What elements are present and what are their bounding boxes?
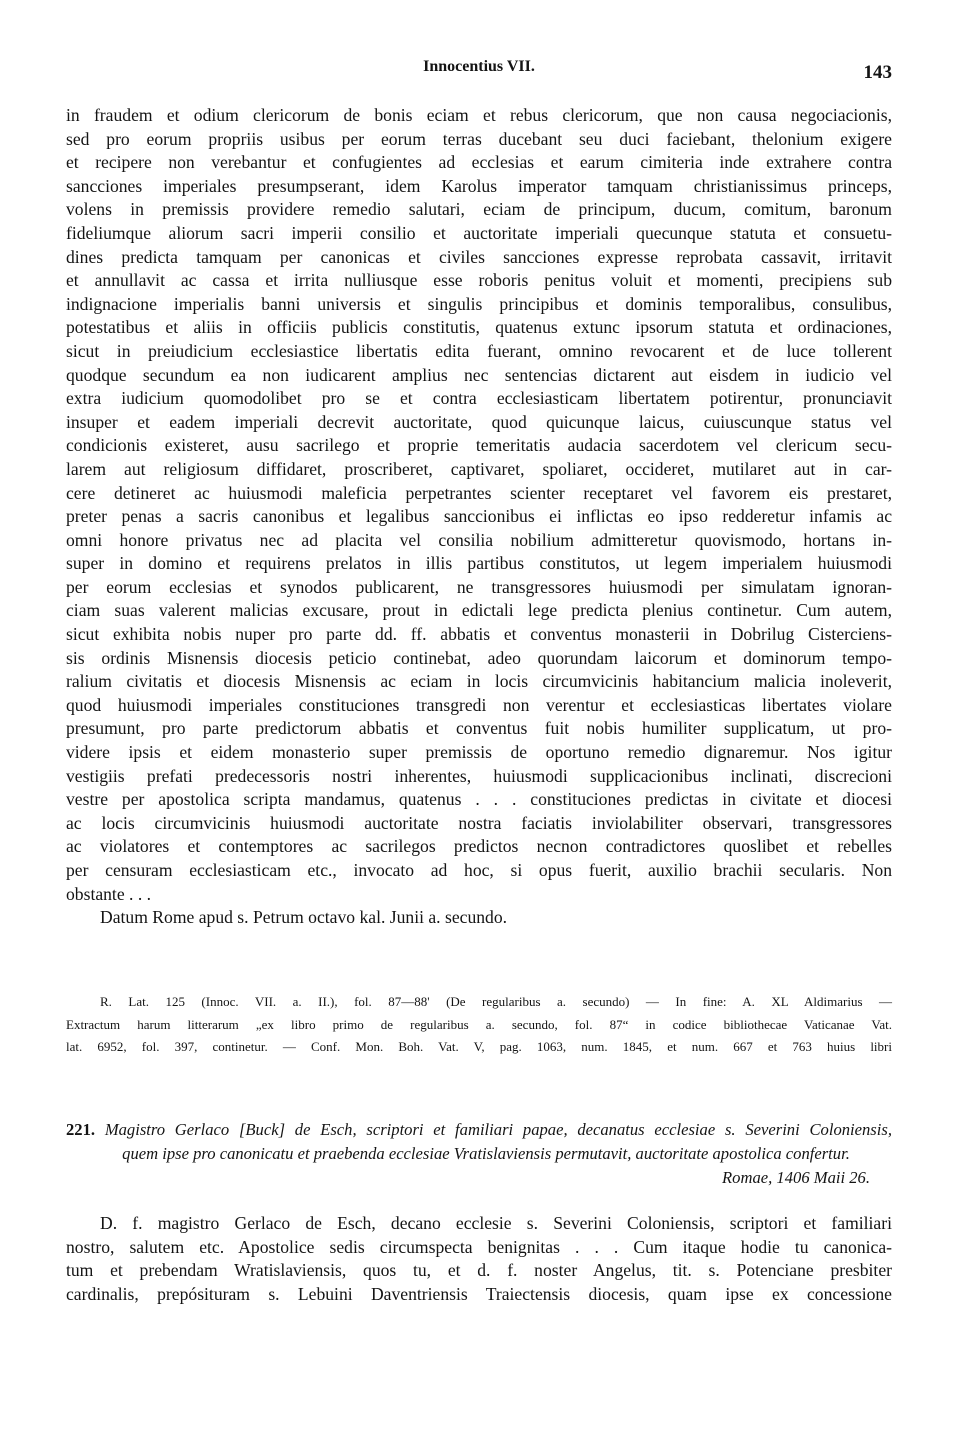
text-line: sicut in preiudicium ecclesiastice libertatis edita fuerant, omnino revocarent et de luce tollerent [66, 340, 892, 361]
text-line: quod huiusmodi imperiales constituciones transgredi non verentur et ecclesiasticas libertates violare [66, 694, 892, 715]
text-line: omni honore privatus nec ad placita vel consilia nobilium admitteretur quovismodo, hortans in- [66, 529, 892, 550]
entry-heading [66, 1118, 892, 1190]
text-line: obstante . . . [66, 883, 152, 904]
text-line: tum et prebendam Wratislaviensis, quos tu, et d. f. noster Angelus, tit. s. Potenciane presbiter [66, 1260, 892, 1281]
note-line: R. Lat. 125 (Innoc. VII. a. II.), fol. 87—88' (De regularibus a. secundo) — In fine: A. XL Aldimarius — [100, 994, 892, 1009]
text-line: insuper et eadem imperiali decrevit auctoritate, quod quicunque laicus, cuiuscunque status vel [66, 411, 892, 432]
page-number: 143 [863, 62, 892, 83]
note-line: Extractum harum litterarum „ex libro primo de regularibus a. secundo, fol. 87“ in codice bibliothecae Vaticanae Vat. [66, 1016, 892, 1032]
text-line: larem aut religiosum diffidaret, proscriberet, captivaret, spoliaret, occideret, mutilaret aut in car- [66, 458, 892, 479]
text-line: per censuram ecclesiasticam etc., invocato ad hoc, si opus fuerit, auxilio brachii secularis. Non [66, 860, 892, 880]
page-header [66, 52, 892, 82]
entry-number: 221. [66, 1120, 96, 1139]
note-line: lat. 6952, fol. 397, continetur. — Conf. Mon. Boh. Vat. V, pag. 1063, num. 1845, et num. 667 et 763 huius libri [66, 1039, 892, 1054]
text-line: presumunt, pro parte predictorum abbatis et conventus fuit nobis humiliter supplicatum, ut pro- [66, 718, 892, 739]
text-line: extra iudicium quomodolibet pro se et contra ecclesiasticam libertatem potirentur, pronunciavit [66, 388, 892, 409]
text-line: vestigiis prefati predecessoris nostri inherentes, huiusmodi supplicacionibus inclinati, discrecioni [66, 765, 892, 786]
text-line: sancciones imperiales presumpserant, idem Karolus imperator tamquam christianissimus princeps, [66, 175, 892, 196]
text-line: ac violatores et contemptores ac sacrilegos predictos necnon contradictores quoslibet et rebelles [66, 836, 892, 857]
text-line: quodque secundum ea non iudicarent amplius nec sentencias dictarent aut eisdem in iudicio vel [66, 364, 892, 385]
entry-heading-line: quem ipse pro canonicatu et praebenda ecclesiae Vratislaviensis permutavit, auctoritate apostolica confertur. [122, 1144, 850, 1163]
text-line: cardinalis, prepósituram s. Lebuini Daventriensis Traiectensis diocesis, quam ipse ex concessione [66, 1283, 892, 1304]
text-line: D. f. magistro Gerlaco de Esch, decano ecclesie s. Severini Coloniensis, scriptori et familiari [100, 1213, 892, 1233]
text-line: ac locis circumvicinis huiusmodi auctoritate nostra faciatis inviolabiliter observari, transgressores [66, 812, 892, 833]
text-line: fideliumque aliorum sacri imperii consilio et auctoritate imperiali quecunque statuta et consuetu- [66, 222, 892, 243]
entry-text [66, 1212, 892, 1306]
text-line: condicionis existeret, ausu sacrilego et proprie temeritatis audacia sacerdotem vel clericum secu- [66, 435, 892, 456]
text-line: super in domino et requirens prelatos in illis partibus constitutos, ut legem imperialem huiusmodi [66, 553, 892, 574]
text-line: ralium civitatis et diocesis Misnensis ac eciam in locis circumvicinis habitancium malicia inoleverit, [66, 671, 892, 692]
source-notes [66, 991, 892, 1059]
text-line: ciam suas valerent malicias excusare, prout in edictali lege predicta plenius continetur. Cum autem, [66, 600, 892, 621]
text-line: dines predicta tamquam per canonicas et civiles sancciones expresse reprobata cassavit, irritavit [66, 246, 892, 267]
text-line: sis ordinis Misnensis diocesis peticio continebat, adeo quorundam laicorum et dominorum tempo- [66, 647, 892, 668]
text-line: per eorum ecclesias et synodos publicarent, ne transgressores huiusmodi per simulatam ignoran- [66, 576, 892, 597]
text-line: sicut exhibita nobis nuper pro parte dd. ff. abbatis et conventus monasterii in Dobrilug Cisterciens- [66, 624, 892, 645]
text-line: cere detineret ac huiusmodi maleficia perpetrantes scienter receptaret vel favorem eis prestaret, [66, 482, 892, 503]
text-line: nostro, salutem etc. Apostolice sedis circumspecta benignitas . . . Cum itaque hodie tu canonica- [66, 1236, 892, 1257]
text-line: potestatibus et aliis in officiis publicis constitutis, quatenus extunc ipsorum statuta et ordinaciones, [66, 317, 892, 338]
text-line: et recipere non verebantur et confugientes ad ecclesias et earum cimiteria inde extrahere contra [66, 152, 892, 173]
text-line: vestre per apostolica scripta mandamus, quatenus . . . constituciones predictas in civitate et diocesi [66, 789, 892, 810]
text-line: sed pro eorum propriis usibus per eorum terras ducebant seu duci faciebant, thelonium exigere [66, 128, 892, 149]
text-line: preter penas a sacris canonibus et legalibus sanccionibus ei inflictas eo ipso redderetur infamis ac [66, 506, 892, 527]
entry-heading-line [66, 1118, 892, 1142]
entry-place-date: Romae, 1406 Maii 26. [722, 1168, 870, 1187]
text-line: et annullavit ac cassa et irrita nulliusque esse roboris penitus voluit et momenti, precipiens sub [66, 270, 892, 291]
datum-line: Datum Rome apud s. Petrum octavo kal. Junii a. secundo. [100, 907, 508, 928]
running-title: Innocentius VII. [423, 58, 535, 75]
main-text [66, 104, 892, 930]
text-line: volens in premissis providere remedio salutari, eciam de principum, ducum, comitum, baronum [66, 199, 892, 220]
entry-heading-text: Magistro Gerlaco [Buck] de Esch, scriptori et familiari papae, decanatus ecclesiae s. Severini Coloniensis, [104, 1120, 892, 1139]
text-line: indignacione imperialis banni universis et singulis principibus et dominis temporalibus, consulibus, [66, 293, 892, 314]
text-line: videre ipsis et eidem monasterio super premissis de oportuno remedio dignaremur. Nos igitur [66, 742, 892, 763]
text-line: in fraudem et odium clericorum de bonis eciam et rebus clericorum, que non causa negociacionis, [66, 105, 892, 125]
